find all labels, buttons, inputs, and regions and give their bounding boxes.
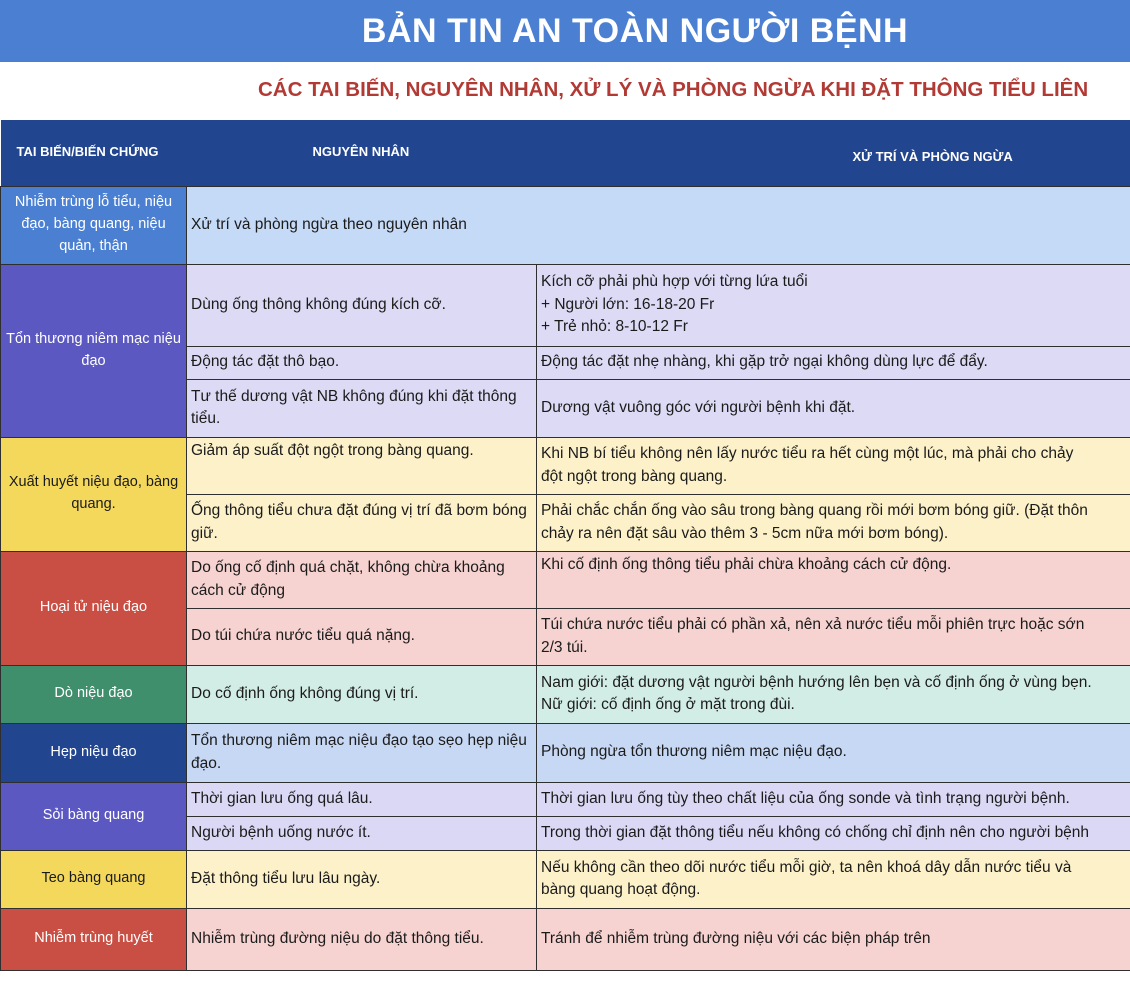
management-cell (537, 264, 1130, 346)
complication-cell: Tổn thương niêm mạc niệu đạo (1, 264, 187, 437)
bulletin-banner (0, 0, 1130, 62)
cause-cell: Do túi chứa nước tiểu quá nặng. (187, 608, 537, 665)
table-row (1, 186, 1130, 264)
management-line: + Trẻ nhỏ: 8-10-12 Fr (541, 318, 688, 336)
cause-cell: Ống thông tiểu chưa đặt đúng vị trí đã bơm bóng giữ. (187, 494, 537, 551)
cause-cell: Nhiễm trùng đường niệu do đặt thông tiểu. (187, 908, 537, 970)
table-row (1, 850, 1130, 908)
management-cell (537, 850, 1130, 908)
management-cell (537, 816, 1130, 850)
management-cell (537, 782, 1130, 816)
management-line: Tránh để nhiễm trùng đường niệu với các biện pháp trên (541, 929, 931, 947)
cause-cell: Dùng ống thông không đúng kích cỡ. (187, 264, 537, 346)
cause-cell: Thời gian lưu ống quá lâu. (187, 782, 537, 816)
management-line: đột ngột trong bàng quang. (541, 467, 728, 485)
management-cell (537, 551, 1130, 608)
management-line: Phải chắc chắn ống vào sâu trong bàng quang rồi mới bơm bóng giữ. (Đặt thôn (541, 502, 1088, 520)
cause-cell: Tư thế dương vật NB không đúng khi đặt thông tiểu. (187, 379, 537, 437)
table-row (1, 723, 1130, 782)
cause-cell: Đặt thông tiểu lưu lâu ngày. (187, 850, 537, 908)
cause-cell: Giảm áp suất đột ngột trong bàng quang. (187, 437, 537, 494)
management-line: Phòng ngừa tổn thương niêm mạc niệu đạo. (541, 743, 847, 761)
table-row (1, 437, 1130, 494)
complication-cell: Sỏi bàng quang (1, 782, 187, 850)
management-cell (537, 908, 1130, 970)
management-cell (537, 723, 1130, 782)
table-row (1, 551, 1130, 608)
management-line: 2/3 túi. (541, 638, 588, 656)
management-line: chảy ra nên đặt sâu vào thêm 3 - 5cm nữa mới bơm bóng). (541, 524, 949, 542)
management-line: Trong thời gian đặt thông tiểu nếu không có chống chỉ định nên cho người bệnh (541, 823, 1090, 841)
cause-cell: Động tác đặt thô bạo. (187, 346, 537, 379)
management-line: Dương vật vuông góc với người bệnh khi đặt. (541, 398, 856, 416)
column-header-management: XỬ TRÍ VÀ PHÒNG NGỪA (537, 120, 1130, 186)
management-line: Nam giới: đặt dương vật người bệnh hướng lên bẹn và cố định ống ở vùng bẹn. (541, 673, 1092, 691)
management-line: Túi chứa nước tiểu phải có phần xả, nên xả nước tiểu mỗi phiên trực hoặc sớn (541, 616, 1085, 634)
management-cell (537, 379, 1130, 437)
management-cell (537, 494, 1130, 551)
management-line: Kích cỡ phải phù hợp với từng lứa tuổi (541, 273, 808, 291)
management-cell (537, 608, 1130, 665)
management-line: Khi cố định ống thông tiểu phải chừa khoảng cách cử động. (541, 555, 952, 573)
bulletin-subtitle: CÁC TAI BIẾN, NGUYÊN NHÂN, XỬ LÝ VÀ PHÒNG NGỪA KHI ĐẶT THÔNG TIỂU LIÊN (258, 78, 1089, 101)
complication-cell: Hẹp niệu đạo (1, 723, 187, 782)
management-line: Khi NB bí tiểu không nên lấy nước tiểu ra hết cùng một lúc, mà phải cho chảy (541, 445, 1074, 463)
cause-cell: Do cố định ống không đúng vị trí. (187, 665, 537, 723)
management-line: Nếu không cần theo dõi nước tiểu mỗi giờ, ta nên khoá dây dẫn nước tiểu và (541, 858, 1072, 876)
complication-cell: Nhiễm trùng huyết (1, 908, 187, 970)
complication-cell: Hoại tử niệu đạo (1, 551, 187, 665)
management-line: Động tác đặt nhẹ nhàng, khi gặp trở ngại không dùng lực để đẩy. (541, 353, 988, 371)
cause-cell: Người bệnh uống nước ít. (187, 816, 537, 850)
column-header-complication: TAI BIẾN/BIẾN CHỨNG (1, 120, 187, 186)
management-line: bàng quang hoạt động. (541, 881, 701, 898)
complication-cell: Teo bàng quang (1, 850, 187, 908)
complication-cell: Nhiễm trùng lỗ tiểu, niệu đạo, bàng quang, niệu quản, thận (1, 186, 187, 264)
bulletin-title: BẢN TIN AN TOÀN NGƯỜI BỆNH (361, 11, 909, 50)
column-header-cause: NGUYÊN NHÂN (187, 120, 537, 186)
management-cell (537, 665, 1130, 723)
complication-cell: Xuất huyết niệu đạo, bàng quang. (1, 437, 187, 551)
table-row (1, 264, 1130, 346)
management-line: + Người lớn: 16-18-20 Fr (541, 295, 715, 313)
table-row (1, 665, 1130, 723)
table-row (1, 908, 1130, 970)
management-line: Nữ giới: cố định ống ở mặt trong đùi. (541, 696, 795, 713)
complications-table (0, 120, 1130, 971)
cause-cell: Tổn thương niêm mạc niệu đạo tạo sẹo hẹp niệu đạo. (187, 723, 537, 782)
cause-cell: Do ống cố định quá chặt, không chừa khoảng cách cử động (187, 551, 537, 608)
management-cell (537, 437, 1130, 494)
merged-cell: Xử trí và phòng ngừa theo nguyên nhân (187, 186, 1130, 264)
table-header-row (1, 120, 1130, 186)
complication-cell: Dò niệu đạo (1, 665, 187, 723)
management-line: Thời gian lưu ống tùy theo chất liệu của ống sonde và tình trạng người bệnh. (541, 789, 1070, 807)
management-cell (537, 346, 1130, 379)
table-row (1, 782, 1130, 816)
